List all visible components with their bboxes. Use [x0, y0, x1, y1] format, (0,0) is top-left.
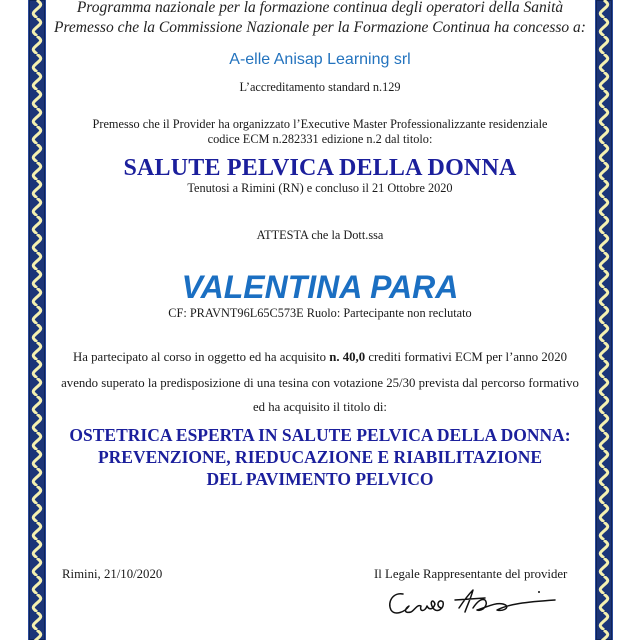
- participant-details: CF: PRAVNT96L65C573E Ruolo: Partecipante non reclutato: [168, 306, 472, 320]
- accreditation-number: L’accreditamento standard n.129: [239, 80, 401, 94]
- title-lead: ed ha acquisito il titolo di:: [253, 400, 387, 414]
- wave-pattern-icon: [29, 0, 45, 640]
- credits-post: crediti formativi ECM per l’anno 2020: [365, 350, 567, 364]
- commission-heading: Premesso che la Commissione Nazionale per la Formazione Continua ha concesso a:: [54, 19, 586, 36]
- course-location-date: Tenutosi a Rimini (RN) e concluso il 21 Ottobre 2020: [187, 181, 453, 195]
- attestation-lead: ATTESTA che la Dott.ssa: [256, 228, 384, 242]
- course-intro: Premesso che il Provider ha organizzato l’Executive Master Professionalizzante residenziale: [92, 117, 548, 131]
- credits-amount: n. 40,0: [329, 350, 366, 364]
- program-heading: Programma nazionale per la formazione continua degli operatori della Sanità: [76, 0, 564, 16]
- wave-pattern-icon: [596, 0, 612, 640]
- signatory-label: Il Legale Rappresentante del provider: [374, 567, 568, 581]
- left-decorative-border: [28, 0, 46, 640]
- signature-icon: [385, 586, 565, 620]
- course-title: SALUTE PELVICA DELLA DONNA: [123, 155, 517, 181]
- place-date: Rimini, 21/10/2020: [62, 567, 163, 581]
- provider-name: A-elle Anisap Learning srl: [229, 51, 411, 68]
- qualification-line-2: PREVENZIONE, RIEDUCAZIONE E RIABILITAZIONE: [97, 447, 543, 467]
- qualification-line-1: OSTETRICA ESPERTA IN SALUTE PELVICA DELLA DONNA:: [69, 425, 571, 445]
- right-decorative-border: [595, 0, 613, 640]
- participant-name: VALENTINA PARA: [181, 269, 459, 305]
- course-code: codice ECM n.282331 edizione n.2 dal titolo:: [207, 132, 433, 146]
- thesis-statement: avendo superato la predisposizione di una tesina con votazione 25/30 prevista dal percorso formativo: [61, 376, 579, 390]
- credits-pre: Ha partecipato al corso in oggetto ed ha acquisito: [73, 350, 330, 364]
- credits-statement: [50, 350, 590, 365]
- qualification-line-3: DEL PAVIMENTO PELVICO: [206, 469, 434, 489]
